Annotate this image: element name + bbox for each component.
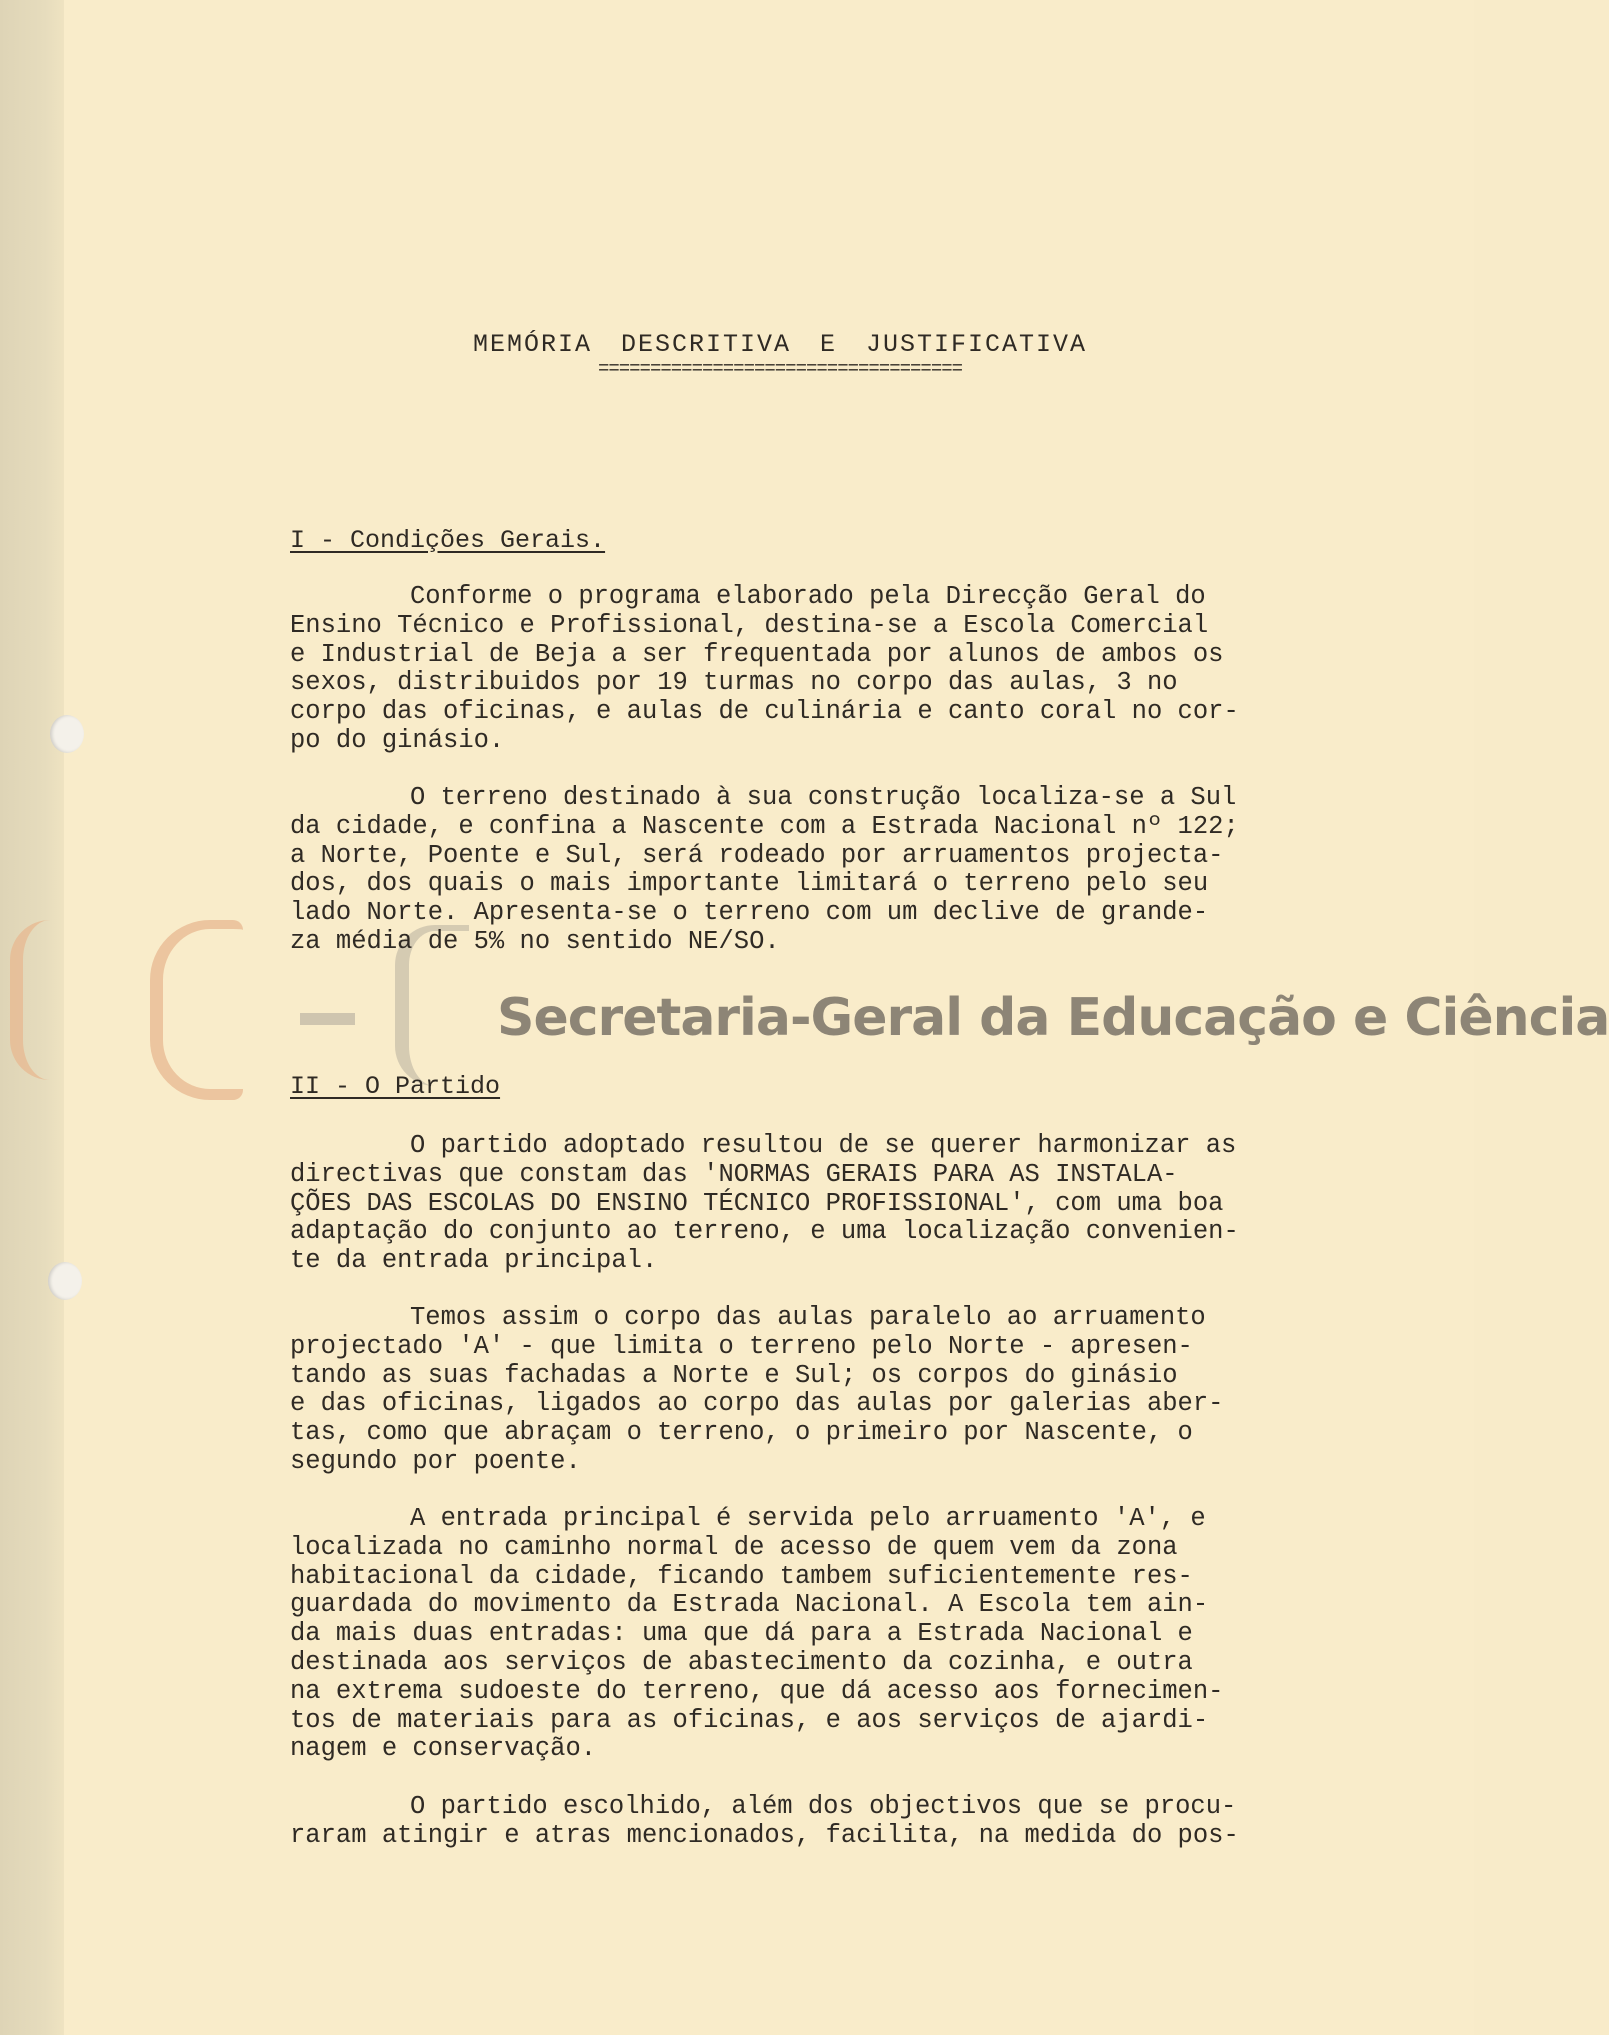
- text-line: A entrada principal é servida pelo arruamento 'A', e: [410, 1504, 1206, 1533]
- text-line: corpo das oficinas, e aulas de culinária e canto coral no cor-: [290, 697, 1239, 727]
- text-line: dos, dos quais o mais importante limitará o terreno pelo seu: [290, 869, 1209, 899]
- text-line: sexos, distribuidos por 19 turmas no corpo das aulas, 3 no: [290, 668, 1178, 698]
- text-line: Conforme o programa elaborado pela Direcção Geral do: [410, 582, 1206, 611]
- section-heading-1: I - Condições Gerais.: [290, 526, 606, 555]
- text-line: Ensino Técnico e Profissional, destina-se a Escola Comercial: [290, 610, 1209, 640]
- title-double-rule: ===================================: [597, 358, 963, 380]
- text-line: O terreno destinado à sua construção localiza-se a Sul: [410, 783, 1237, 812]
- watermark-logo-dash-icon: [300, 1013, 355, 1025]
- text-line: na extrema sudoeste do terreno, que dá acesso aos fornecimen-: [290, 1676, 1224, 1706]
- text-line: ÇÕES DAS ESCOLAS DO ENSINO TÉCNICO PROFISSIONAL', com uma boa: [290, 1188, 1224, 1218]
- paragraph: [290, 1132, 1360, 1276]
- text-line: O partido escolhido, além dos objectivos que se procu-: [410, 1792, 1237, 1821]
- punch-hole: [50, 715, 84, 753]
- watermark-organization: Secretaria-Geral da Educação e Ciência: [497, 988, 1609, 1048]
- text-line: da cidade, e confina a Nascente com a Estrada Nacional nº 122;: [290, 811, 1239, 841]
- text-line: tas, como que abraçam o terreno, o primeiro por Nascente, o: [290, 1418, 1193, 1448]
- text-line: da mais duas entradas: uma que dá para a Estrada Nacional e: [290, 1619, 1193, 1649]
- punch-hole: [48, 1262, 82, 1300]
- text-line: guardada do movimento da Estrada Nacional. A Escola tem ain-: [290, 1590, 1209, 1620]
- paragraph: [290, 784, 1360, 957]
- paragraph: [290, 1304, 1360, 1477]
- watermark-logo-s-icon: [10, 920, 69, 1080]
- text-line: Temos assim o corpo das aulas paralelo ao arruamento: [410, 1303, 1206, 1332]
- paragraph: [290, 1793, 1360, 1851]
- paragraph: [290, 583, 1360, 756]
- text-line: lado Norte. Apresenta-se o terreno com um declive de grande-: [290, 898, 1209, 928]
- title-block: [440, 328, 1120, 380]
- watermark-logo-g-icon: [150, 920, 243, 1100]
- text-line: za média de 5% no sentido NE/SO.: [290, 926, 780, 956]
- paragraph: [290, 1505, 1360, 1764]
- text-line: te da entrada principal.: [290, 1246, 658, 1276]
- text-line: raram atingir e atras mencionados, facilita, na medida do pos-: [290, 1820, 1239, 1850]
- text-line: projectado 'A' - que limita o terreno pelo Norte - apresen-: [290, 1331, 1193, 1361]
- text-line: destinada aos serviços de abastecimento da cozinha, e outra: [290, 1647, 1193, 1677]
- text-line: directivas que constam das 'NORMAS GERAIS PARA AS INSTALA-: [290, 1159, 1178, 1189]
- text-line: adaptação do conjunto ao terreno, e uma localização convenien-: [290, 1217, 1239, 1247]
- text-line: a Norte, Poente e Sul, será rodeado por arruamentos projecta-: [290, 840, 1224, 870]
- text-line: tos de materiais para as oficinas, e aos serviços de ajardi-: [290, 1705, 1209, 1735]
- document-title: MEMÓRIA DESCRITIVA E JUSTIFICATIVA: [472, 330, 1088, 359]
- text-line: nagem e conservação.: [290, 1734, 597, 1764]
- text-line: localizada no caminho normal de acesso de quem vem da zona: [290, 1532, 1178, 1562]
- section-heading-2: II - O Partido: [290, 1072, 501, 1101]
- text-line: e das oficinas, ligados ao corpo das aulas por galerias aber-: [290, 1389, 1224, 1419]
- text-line: po do ginásio.: [290, 725, 505, 755]
- text-line: segundo por poente.: [290, 1446, 581, 1476]
- text-line: habitacional da cidade, ficando tambem suficientemente res-: [290, 1561, 1193, 1591]
- text-line: tando as suas fachadas a Norte e Sul; os corpos do ginásio: [290, 1360, 1178, 1390]
- text-line: O partido adoptado resultou de se querer harmonizar as: [410, 1131, 1237, 1160]
- text-line: e Industrial de Beja a ser frequentada por alunos de ambos os: [290, 639, 1224, 669]
